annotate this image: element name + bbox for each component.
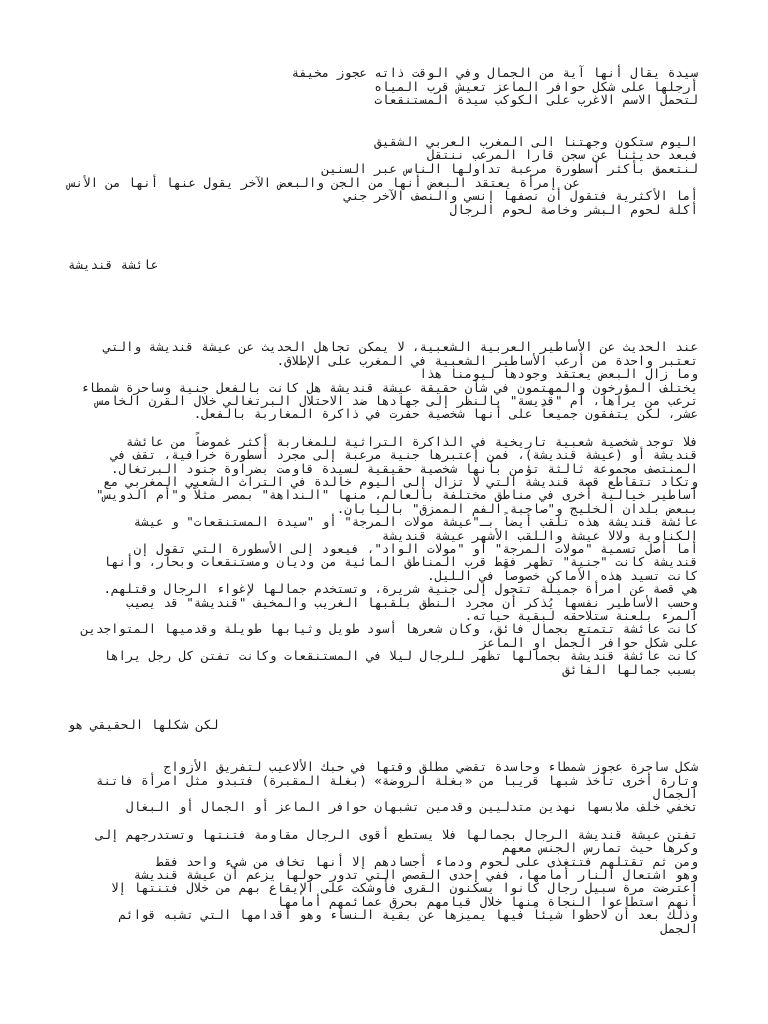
text-line: على شكل حوافر الجمل او الماعز xyxy=(479,634,698,650)
text-line: أساطير خيالية أخرى في مناطق مختلفة بالعالم، منها "النداهة" بمصر مثلاً و"أم الدويس" xyxy=(95,487,698,503)
text-line: الجمل xyxy=(660,920,698,936)
text-line: لنتعمق بأكثر أسطورة مرعبة تداولها الناس عبر السنين xyxy=(321,160,698,176)
text-line: وذلك بعد أن لاحظوا شيئاً فيها يميزها عن بقية النساء وهو أقدامها التي تشبه قوائم xyxy=(118,907,698,923)
text-line: كانت تسيد هذه الأماكن خصوصاً في الليل. xyxy=(427,567,698,583)
text-line: وحسب الأساطير نفسها يُذكر أن مجرد النطق بلقبها الغريب والمخيف "قنديشة" قد يصيب xyxy=(126,594,698,610)
text-line: الكناوية ولالا عيشة واللقب الأشهر عيشة قنديشة xyxy=(381,527,698,543)
text-line: اليوم ستكون وجهتنا الى المغرب العربي الشقيق xyxy=(374,133,698,149)
text-line: كانت عائشة تتمتع بجمال فائق، وكان شعرها أسود طويل وثيابها طويلة وقدميها المتواجدين xyxy=(80,621,698,637)
text-line: أكلة لحوم البشر وخاصة لحوم الرجال xyxy=(449,201,698,217)
text-line: هي قصة عن امرأة جميلة تتحول إلى جنية شريرة، وتستخدم جمالها لإغواء الرجال وقتلهم. xyxy=(103,581,698,597)
text-line: وهو اشتعال النار أمامها، ففي إحدى القصص التي تدور حولها يزعم أن عيشة قنديشة xyxy=(133,866,698,882)
body-paragraphs-2 xyxy=(68,760,698,935)
text-line: بسبب جمالها الفائق xyxy=(562,661,698,677)
text-line: ومن ثم تقتلهم فتتغذى على لحوم ودماء أجسادهم إلا أنها تخاف من شيء واحد فقط xyxy=(156,853,698,869)
document-page xyxy=(68,66,698,935)
text-line: وما زال البعض يعتقد وجودها ليومنا هذا xyxy=(419,366,698,382)
text-line: كانت عائشة قنديشة بجمالها تظهر للرجال ليلا في المستنقعات وكانت تفتن كل رجل يراها xyxy=(103,648,698,664)
intro-paragraph-2 xyxy=(68,135,698,217)
text-line: تخفي خلف ملابسها نهدين متدليين وقدمين تشبهان حوافر الماعز أو الجمال أو البغال xyxy=(126,799,698,815)
text-line: وتكاد تتقاطع قصة قنديشة التي لا تزال إلى اليوم خالدة في التراث الشعبي المغربي مع xyxy=(103,474,698,489)
text-line: عن إمرأة يعتقد البعض أنها من الجن والبعض الآخر يقول عنها أنها من الأنس xyxy=(68,174,580,190)
text-line: يختلف المؤرخون والمهتمون في شأن حقيقة عيشة قنديشة هل كانت بالفعل جنية وساحرة شمطاء xyxy=(80,379,698,395)
text-line: اعترضت مرة سبيل رجال كانوا يسكنون القرى فأوشكت على الإيقاع بهم من خلال فتنتها إلا xyxy=(111,880,698,896)
text-line: ببعض بلدان الخليج و"صاحبة الفم الممزق" باليابان. xyxy=(336,500,698,516)
text-line: قنديشة أو (عيشة قنديشة)، فمن إعتبرها جنية مرعبة إلى مجرد أسطورة خرافية، تقف في xyxy=(111,447,698,463)
text-line: عشر، لكن يتفقون جميعاً على أنها شخصية حفرت في ذاكرة المغاربة بالفعل. xyxy=(193,406,698,422)
text-line: المرء بلعنة ستلاحقه لبقية حياته. xyxy=(464,608,698,624)
text-line: أرجلها على شكل حوافر الماعز تعيش قرب المياه xyxy=(374,78,698,94)
text-line: عند الحديث عن الأساطير العربية الشعبية، لا يمكن تجاهل الحديث عن عيشة قنديشة والتي xyxy=(103,339,698,355)
text-line: شكل ساحرة عجوز شمطاء وحاسدة تقضي مطلق وقتها في حبك الألاعيب لتفريق الأزواج xyxy=(163,759,698,775)
document-title: عائشة قنديشة xyxy=(68,257,159,273)
text-line: عائشة قنديشة هذه تلقب أيضاً بـ"عيشة مولات المرجة" أو "سيدة المستنقعات" و عيشة xyxy=(133,514,698,530)
text-line: الجمال xyxy=(652,785,698,801)
text-line: سيدة يقال أنها آية من الجمال وفي الوقت ذاته عجوز مخيفة xyxy=(291,65,698,80)
text-line: أنهم استطاعوا النجاة منها خلال قيامهم بحرق عمائمهم أمامها xyxy=(276,893,698,909)
text-line: المنتصف مجموعة ثالثة تؤمن بأنها شخصية حقيقية لسيدة قاومت بضراوة جنود البرتغال. xyxy=(111,460,698,476)
text-line: تفتن عيشة قنديشة الرجال بجمالها فلا يستطع أقوى الرجال مقاومة فتنتها وتستدرجهم إلى xyxy=(95,826,698,842)
text-line: وكرها حيث تمارس الجنس معهم xyxy=(502,840,698,856)
text-line: أما أصل تسمية "مولات المرجة" أو "مولات الواد"، فيعود إلى الأسطورة التي تقول إن xyxy=(133,541,698,557)
intro-paragraph xyxy=(68,66,698,107)
text-line: لتحمل الاسم الاغرب على الكوكب سيدة المستنقعات xyxy=(374,92,698,108)
text-line: فلا توجد شخصية شعبية تاريخية في الذاكرة التراثية للمغاربة أكثر غموضاً من عائشة xyxy=(126,433,698,449)
text-line: ترعب من يراها، أم "قديسة" بالنظر إلى جهادها ضد الاحتلال البرتغالي خلال القرن الخامس xyxy=(95,392,698,408)
text-line: وتارة أخرى تأخذ شبها قريبا من «بغلة الروضة» (بغلة المقبرة) فتبدو مثل امرأة فاتنة xyxy=(95,772,698,788)
text-line: أما الأكثرية فتقول أن نصفها إنسي والنصف الآخر جني xyxy=(344,188,698,204)
section-subtitle: لكن شكلها الحقيقي هو xyxy=(68,717,219,733)
text-line: تعتبر واحدة من أرعب الأساطير الشعبية في المغرب على الإطلاق. xyxy=(276,352,698,368)
text-line: فبعد حديثنا عن سجن قارا المرعب ننتقل xyxy=(427,147,698,163)
text-line: قنديشة كانت "جنية" تظهر فقط قرب المناطق المائية من وديان ومستنقعات وبحار، وأنها xyxy=(103,554,698,570)
body-paragraphs xyxy=(68,340,698,676)
